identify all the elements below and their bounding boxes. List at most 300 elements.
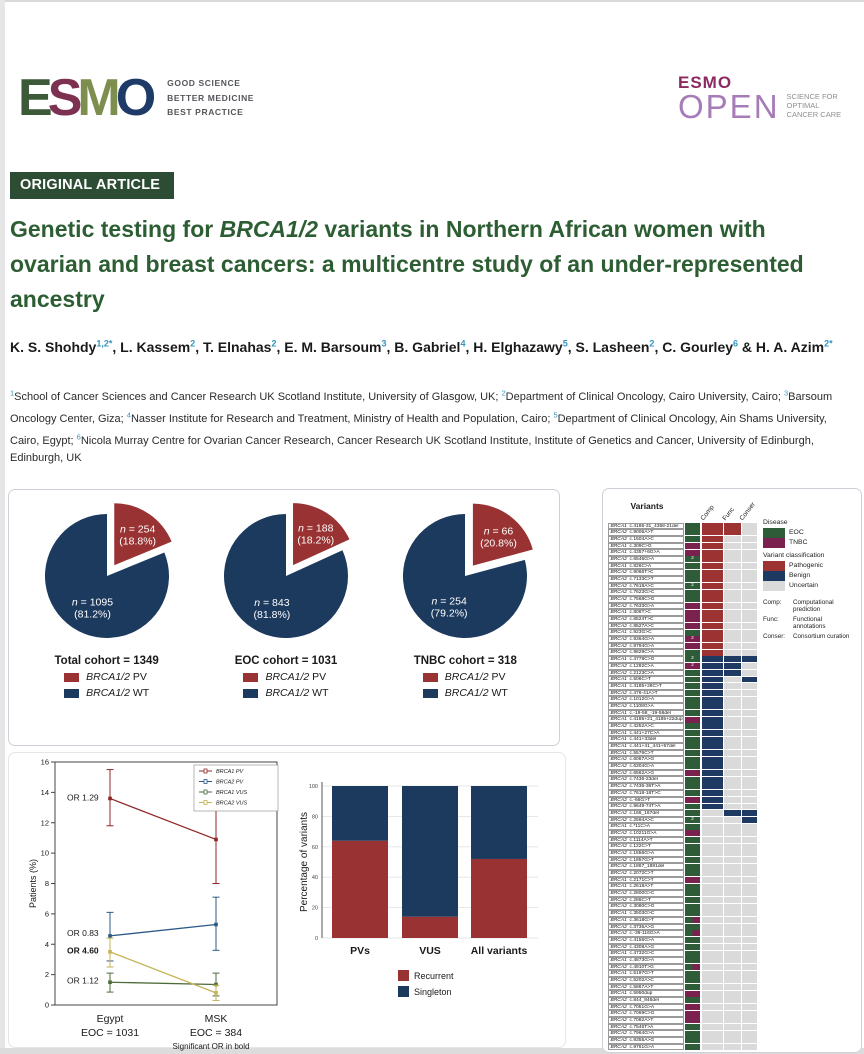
variant-bar-plot — [298, 758, 582, 1050]
heatmap-cell-disease — [685, 743, 700, 749]
heatmap-cell-comp — [702, 543, 723, 549]
pie-caption: EOC cohort = 1031 — [234, 655, 338, 667]
heatmap-cell-comp — [702, 576, 723, 582]
heatmap-cell-conser — [742, 1017, 757, 1023]
heatmap-cell-conser — [742, 690, 757, 696]
heatmap-cell-comp — [702, 984, 723, 990]
variant-row-label: BRCA2 c.1292C>A — [608, 663, 684, 670]
x-category-sub: EOC = 1031 — [80, 1027, 140, 1039]
heatmap-cell-conser — [742, 897, 757, 903]
affiliation: $^4$Nasser Institute for Research and Treatment, Ministry of Health and Population, Cairo; — [126, 410, 554, 425]
variant-row-label: BRCA2 c.4252A>C — [608, 723, 684, 730]
heatmap-cell-conser — [742, 824, 757, 830]
y-tick-label: 2 — [44, 970, 49, 980]
heatmap-cell-conser — [742, 951, 757, 957]
heatmap-cell-disease — [685, 964, 700, 970]
heatmap-cell-disease — [685, 790, 700, 796]
legend-label: BRCA1/2 WT — [86, 687, 150, 699]
heatmap-cell-disease — [685, 830, 700, 836]
heatmap-cell-conser — [742, 643, 757, 649]
heatmap-cell-conser — [742, 677, 757, 683]
page-edge-top — [0, 0, 864, 2]
variant-row-label: BRCA2 c.7069C>G — [608, 1010, 684, 1017]
heatmap-cell-func — [724, 957, 741, 963]
heatmap-cell-comp — [702, 904, 723, 910]
heatmap-cell-conser — [742, 710, 757, 716]
y-axis-label: Percentage of variants — [299, 811, 310, 913]
heatmap-cell-comp — [702, 971, 723, 977]
legend-label: BRCA1/2 WT — [265, 687, 329, 699]
heatmap-cell-conser — [742, 957, 757, 963]
heatmap-cell-disease — [685, 777, 700, 783]
heatmap-cell-disease — [685, 550, 700, 556]
heatmap-cell-func — [724, 596, 741, 602]
heatmap-cell-comp — [702, 583, 723, 589]
heatmap-cell-func — [724, 630, 741, 636]
heatmap-cell-disease — [685, 917, 700, 923]
x-category-sub: EOC = 384 — [189, 1027, 243, 1039]
variant-row-label: BRCA2 c.9006A>T — [608, 529, 684, 536]
variant-row-label: BRCA2 c.7082A>T — [608, 1017, 684, 1024]
variant-row-label: BRCA2 c.1504A>C — [608, 536, 684, 543]
heatmap-cell-disease — [685, 1044, 700, 1050]
heatmap-cell-func — [724, 650, 741, 656]
pie-legend-item — [64, 687, 149, 699]
esmo-letter: M — [77, 69, 116, 127]
heatmap-cell-comp — [702, 677, 723, 683]
heatmap-cell-comp — [702, 997, 723, 1003]
heatmap-cell-disease — [685, 870, 700, 876]
heatmap-cell-conser — [742, 1044, 757, 1050]
or-label: OR 4.60 — [67, 945, 99, 956]
legend-swatch — [64, 689, 79, 698]
pie-caption: TNBC cohort = 318 — [413, 655, 517, 667]
pie-caption: Total cohort = 1349 — [54, 655, 159, 667]
heatmap-cell-func — [724, 663, 741, 669]
heatmap-cell-disease — [685, 850, 700, 856]
heatmap-cell-disease — [685, 844, 700, 850]
heatmap-cell-disease — [685, 763, 700, 769]
heatmap-cell-conser — [742, 790, 757, 796]
heatmap-cell-conser — [742, 730, 757, 736]
heatmap-cell-func — [724, 563, 741, 569]
heatmap-cell-comp — [702, 850, 723, 856]
heatmap-cell-conser — [742, 904, 757, 910]
author: L. Kassem$^2$, — [120, 338, 203, 355]
legend-label: Benign — [789, 572, 811, 580]
variant-row-label: BRCA1 c.4873G>A — [608, 957, 684, 964]
heatmap-cell-func — [724, 616, 741, 622]
heatmap-cell-disease — [685, 991, 700, 997]
author: S. Lasheen$^2$, — [575, 338, 663, 355]
heatmap-cell-conser — [742, 777, 757, 783]
heatmap-cell-disease — [685, 737, 700, 743]
variant-row-label: BRCA2 c.10211G>A — [608, 830, 684, 837]
legend-label: EOC — [789, 529, 804, 537]
heatmap-cell-conser — [742, 650, 757, 656]
legend-label: Pathogenic — [789, 562, 824, 570]
legend-swatch — [64, 673, 79, 682]
variant-row-label: BRCA1 c.4778C>G — [608, 656, 684, 663]
heatmap-cell-comp — [702, 703, 723, 709]
variant-row-label: BRCA1 c.441+41_441+57del — [608, 743, 684, 750]
heatmap-cell-conser — [742, 523, 757, 529]
heatmap-cell-conser — [742, 723, 757, 729]
heatmap-cell-func — [724, 870, 741, 876]
heatmap-cell-conser — [742, 563, 757, 569]
affiliation: $^5$Department of Clinical Oncology, Ain Shams University, Cairo, Egypt; — [10, 410, 827, 447]
legend-swatch — [763, 561, 785, 571]
variant-row-label: BRCA1 c.309C>G — [608, 543, 684, 550]
heatmap-cell-comp — [702, 610, 723, 616]
pie-chart — [197, 492, 375, 655]
variant-row-label: BRCA2 c.9794G>A — [608, 643, 684, 650]
bar-recurrent — [332, 841, 388, 938]
heatmap-cell-comp — [702, 623, 723, 629]
heatmap-cell-disease — [685, 951, 700, 957]
author: C. Gourley$^6$ — [662, 338, 739, 355]
heatmap-cell-conser — [742, 670, 757, 676]
heatmap-cell-func — [724, 777, 741, 783]
heatmap-cell-conser — [742, 596, 757, 602]
y-tick-label: 8 — [44, 879, 49, 888]
heatmap-cell-comp — [702, 1011, 723, 1017]
heatmap-cell-comp — [702, 643, 723, 649]
data-point — [214, 838, 218, 842]
heatmap-cell-disease — [685, 570, 700, 576]
variant-row-label: BRCA2 c.1857G>T — [608, 857, 684, 864]
heatmap-cell-conser — [742, 663, 757, 669]
abbrev-definition: Consortium curation — [793, 633, 850, 640]
heatmap-cell-func — [724, 930, 741, 936]
variant-row-label: BRCA2 c.9761G>A — [608, 1044, 684, 1051]
heatmap-cell-conser — [742, 844, 757, 850]
y-axis-label: Patients (%) — [28, 858, 38, 909]
esmo-logo — [18, 69, 255, 127]
tagline-line: BEST PRACTICE — [167, 107, 244, 118]
legend-label: Singleton — [414, 987, 452, 997]
pie-data-label: n = 254 — [431, 595, 468, 608]
heatmap-cell-conser — [742, 737, 757, 743]
legend-glyph — [204, 780, 207, 784]
heatmap-cell-comp — [702, 1031, 723, 1037]
legend-swatch — [243, 673, 258, 682]
bar-singleton — [332, 786, 388, 841]
heatmap-cell-conser — [742, 703, 757, 709]
patient-count: 2 — [691, 656, 694, 662]
legend-label: BRCA1/2 PV — [86, 671, 147, 683]
heatmap-cell-comp — [702, 1024, 723, 1030]
heatmap-cell-conser — [742, 910, 757, 916]
y-tick-label: 20 — [311, 905, 318, 912]
heatmap-cell-disease — [685, 1017, 700, 1023]
esmo-open-word-esmo: ESMO — [678, 73, 733, 92]
heatmap-cell-conser — [742, 763, 757, 769]
pie-legend — [423, 671, 508, 703]
heatmap-cell-conser — [742, 757, 757, 763]
heatmap-cell-func — [724, 997, 741, 1003]
heatmap-cell-func — [724, 924, 741, 930]
heatmap-cell-disease — [685, 884, 700, 890]
heatmap-cell-conser — [742, 636, 757, 642]
series-line — [110, 925, 216, 936]
variant-row-label: BRCA1 c.2171C>T — [608, 877, 684, 884]
esmo-letter: O — [115, 69, 152, 127]
heatmap-cell-func — [724, 837, 741, 843]
heatmap-cell-comp — [702, 596, 723, 602]
author: H. Elghazawy$^5$, — [473, 338, 576, 355]
bar-singleton — [402, 786, 458, 917]
heatmap-cell-comp — [702, 910, 723, 916]
tagline-line: GOOD SCIENCE — [167, 78, 241, 89]
heatmap-cell-func — [724, 884, 741, 890]
variant-row-label: BRCA2 c.166_167del — [608, 810, 684, 817]
article-title — [10, 212, 846, 317]
heatmap-cell-comp — [702, 924, 723, 930]
heatmap-cell-disease — [685, 757, 700, 763]
heatmap-cell-conser — [742, 683, 757, 689]
heatmap-cell-conser — [742, 603, 757, 609]
heatmap-cell-disease — [685, 623, 700, 629]
heatmap-cell-comp — [702, 683, 723, 689]
heatmap-cell-disease — [685, 717, 700, 723]
variant-row-label: BRCA2 c.7436-23del — [608, 776, 684, 783]
heatmap-cell-disease — [685, 670, 700, 676]
heatmap-cell-func — [724, 603, 741, 609]
legend-swatch — [398, 970, 409, 981]
variant-row-label: BRCA2 c.6546G>A — [608, 556, 684, 563]
heatmap-cell-disease — [685, 1011, 700, 1017]
heatmap-cell-func — [724, 917, 741, 923]
heatmap-cell-conser — [742, 717, 757, 723]
pie-legend — [64, 671, 149, 703]
variant-row-label: BRCA2 c.5202A>C — [608, 977, 684, 984]
heatmap-cell-conser — [742, 570, 757, 576]
heatmap-cell-func — [724, 610, 741, 616]
heatmap-cell-disease — [685, 1004, 700, 1010]
y-tick-label: 100 — [308, 784, 318, 790]
variant-row-label: BRCA1 c.3503G>C — [608, 910, 684, 917]
author: E. M. Barsoum$^3$, — [284, 338, 395, 355]
heatmap-cell-conser — [742, 590, 757, 596]
heatmap-cell-disease — [685, 750, 700, 756]
heatmap-cell-comp — [702, 563, 723, 569]
heatmap-cell-func — [724, 864, 741, 870]
heatmap-cell-comp — [702, 991, 723, 997]
heatmap-cell-func — [724, 991, 741, 997]
heatmap-cell-func — [724, 717, 741, 723]
variant-row-label: BRCA2 c.7133C>T — [608, 576, 684, 583]
pie-data-label: (81.8%) — [253, 608, 291, 621]
legend-abbreviations — [763, 599, 859, 643]
variant-row-label: BRCA2 c.7436-36T>A — [608, 783, 684, 790]
heatmap-cell-conser — [742, 1004, 757, 1010]
heatmap-cell-func — [724, 890, 741, 896]
legend-title: Disease — [763, 519, 788, 526]
heatmap-cell-func — [724, 583, 741, 589]
variant-row-label: BRCA1 c.*11C>A — [608, 823, 684, 830]
variant-row-label: BRCA2 c.7618-18T>C — [608, 790, 684, 797]
heatmap-cell-comp — [702, 550, 723, 556]
pie-data-label: (79.2%) — [431, 607, 468, 620]
heatmap-cell-conser — [742, 556, 757, 562]
variant-row-label: BRCA1 c.441+27C>A — [608, 730, 684, 737]
legend-item — [763, 581, 818, 591]
heatmap-cell-func — [724, 817, 741, 823]
legend-swatch — [423, 673, 438, 682]
heatmap-cell-comp — [702, 1017, 723, 1023]
heatmap-cell-func — [724, 1011, 741, 1017]
legend-label: BRCA2 VUS — [216, 800, 248, 807]
heatmap-cell-conser — [742, 1024, 757, 1030]
heatmap-cell-disease — [685, 824, 700, 830]
heatmap-column-header: Conser — [738, 501, 757, 522]
title-part: Genetic testing for — [10, 216, 220, 242]
abbrev-term: Conser: — [763, 633, 786, 640]
esmo-logo-letters — [18, 69, 152, 127]
heatmap-cell-func — [724, 710, 741, 716]
heatmap-cell-disease — [685, 523, 700, 529]
variant-row-label: BRCA2 c.7051G>A — [608, 1004, 684, 1011]
heatmap-cell-comp — [702, 630, 723, 636]
variant-row-label: BRCA2 c.476-41A>T — [608, 690, 684, 697]
variant-row-label: BRCA1 c.4185+21_4185+22dup — [608, 716, 684, 723]
legend-item — [763, 538, 808, 548]
variant-row-label: BRCA2 c.1114A>T — [608, 837, 684, 844]
heatmap-cell-disease — [685, 770, 700, 776]
heatmap-cell-comp — [702, 870, 723, 876]
heatmap-cell-comp — [702, 890, 723, 896]
heatmap-cell-comp — [702, 603, 723, 609]
heatmap-cell-conser — [742, 1011, 757, 1017]
heatmap-cell-comp — [702, 757, 723, 763]
esmo-letter: S — [47, 69, 78, 127]
heatmap-cell-func — [724, 944, 741, 950]
legend-glyph — [204, 801, 207, 805]
heatmap-cell-func — [724, 1044, 741, 1050]
heatmap-cell-conser — [742, 810, 757, 816]
heatmap-cell-func — [724, 570, 741, 576]
heatmap-cell-func — [724, 877, 741, 883]
heatmap-cell-disease — [685, 576, 700, 582]
variant-row-label: BRCA2 c.7618A>C — [608, 583, 684, 590]
pie-group — [376, 492, 555, 745]
legend-item — [763, 528, 804, 538]
heatmap-cell-comp — [702, 884, 723, 890]
variant-row-label: BRCA2 c.6067A>G — [608, 756, 684, 763]
heatmap-cell-func — [724, 623, 741, 629]
heatmap-cell-disease — [685, 957, 700, 963]
heatmap-column-header: Comp — [699, 504, 716, 522]
pie-legend-item — [423, 687, 508, 699]
affiliation: $^1$School of Cancer Sciences and Cancer Research UK Scotland Institute, University of Glasgow, UK; — [10, 388, 502, 403]
data-point — [108, 934, 112, 938]
heatmap-cell-conser — [742, 890, 757, 896]
y-tick-label: 14 — [40, 787, 49, 797]
author: K. S. Shohdy$^{1,2*}$, — [10, 338, 121, 355]
pie-data-label: n = 843 — [254, 596, 290, 609]
heatmap-cell-conser — [742, 850, 757, 856]
heatmap-cell-comp — [702, 690, 723, 696]
heatmap-cell-func — [724, 750, 741, 756]
heatmap-cell-disease — [685, 997, 700, 1003]
heatmap-cell-func — [724, 1004, 741, 1010]
patient-count: 2 — [691, 816, 694, 822]
heatmap-cell-conser — [742, 877, 757, 883]
heatmap-cell-func — [724, 897, 741, 903]
heatmap-cell-conser — [742, 630, 757, 636]
heatmap-cell-comp — [702, 964, 723, 970]
variant-row-label: BRCA2 c.2072C>T — [608, 870, 684, 877]
heatmap-cell-conser — [742, 697, 757, 703]
heatmap-cell-conser — [742, 536, 757, 542]
heatmap-column-header: Func — [721, 506, 736, 522]
heatmap-cell-func — [724, 690, 741, 696]
author: & H. A. Azim$^{2*}$ — [741, 338, 833, 355]
esmo-logo-tagline — [167, 76, 254, 120]
heatmap-cell-disease — [685, 804, 700, 810]
variant-row-label: BRCA2 c.1012G>A — [608, 696, 684, 703]
author-list — [10, 332, 856, 358]
heatmap-cell-conser — [742, 576, 757, 582]
heatmap-cell-comp — [702, 717, 723, 723]
heatmap-cell-disease — [685, 783, 700, 789]
heatmap-cell-func — [724, 937, 741, 943]
figure-variant-heatmap — [602, 488, 862, 1053]
heatmap-cell-comp — [702, 830, 723, 836]
page-edge-left — [0, 0, 5, 1054]
heatmap-cell-comp — [702, 737, 723, 743]
legend-label: BRCA1/2 PV — [444, 671, 506, 683]
heatmap-cell-func — [724, 984, 741, 990]
heatmap-cell-comp — [702, 536, 723, 542]
esmo-open-word-open: OPEN — [678, 88, 780, 125]
heatmap-cell-comp — [702, 770, 723, 776]
y-tick-label: 6 — [44, 909, 49, 919]
variant-row-label: BRCA1 c.806T>C — [608, 609, 684, 616]
heatmap-cell-func — [724, 757, 741, 763]
legend-swatch — [763, 528, 785, 538]
heatmap-cell-disease — [685, 910, 700, 916]
or-line-plot — [26, 752, 308, 1054]
pie-data-label: (20.8%) — [480, 537, 518, 550]
heatmap-cell-conser — [742, 924, 757, 930]
heatmap-cell-func — [724, 977, 741, 983]
bar-singleton — [471, 786, 527, 859]
heatmap-cell-func — [724, 670, 741, 676]
figure-line-chart — [26, 752, 308, 1054]
variant-row-label: BRCA2 c.2800G>C — [608, 890, 684, 897]
variant-row-label: BRCA2 c.6562A>G — [608, 770, 684, 777]
heatmap-cell-comp — [702, 897, 723, 903]
title-part: variants in Northern African women with ovarian and breast cancers: a multicentre study of an under-represented ancestry — [10, 216, 804, 312]
variant-row-label: BRCA2 c.3080C>G — [608, 903, 684, 910]
heatmap-cell-conser — [742, 944, 757, 950]
abbrev-term: Comp: — [763, 599, 782, 606]
variant-row-label: BRCA2 c.9649-74T>A — [608, 803, 684, 810]
heatmap-cell-conser — [742, 864, 757, 870]
heatmap-cell-func — [724, 910, 741, 916]
author: T. Elnahas$^2$, — [202, 338, 285, 355]
affiliation: $^6$Nicola Murray Centre for Ovarian Cancer Research, Cancer Research UK Scotland Institute, Institute of Genetics and Cancer, University of Edinburgh, Edinburgh, UK — [10, 432, 814, 465]
heatmap-cell-func — [724, 850, 741, 856]
data-point — [214, 991, 218, 995]
heatmap-cell-comp — [702, 616, 723, 622]
heatmap-cell-disease — [685, 797, 700, 803]
heatmap-cell-comp — [702, 1044, 723, 1050]
heatmap-cell-conser — [742, 743, 757, 749]
patient-count: 2 — [691, 662, 694, 668]
